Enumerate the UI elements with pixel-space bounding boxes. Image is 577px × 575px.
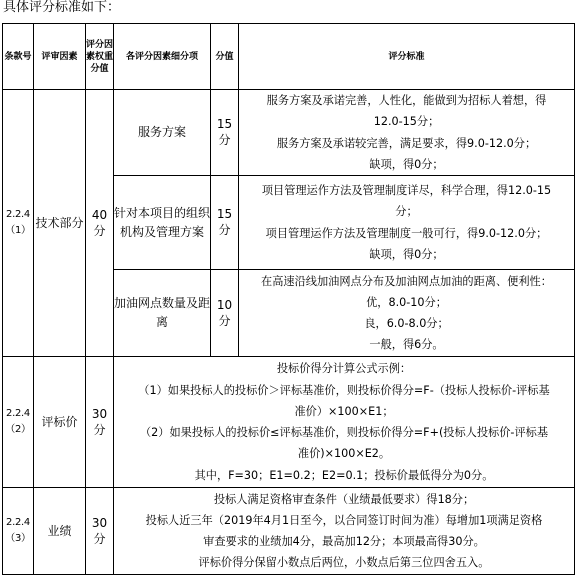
criteria-cell: [239, 90, 575, 176]
price-criteria-cell: [114, 357, 575, 488]
criteria-line: 12.0-15分；: [373, 115, 440, 129]
criteria-cell: [239, 176, 575, 270]
performance-factor: 业绩: [34, 488, 86, 575]
performance-criteria-cell: [114, 488, 575, 575]
criteria-line: 投标价得分计算公式示例：: [276, 362, 412, 376]
criteria-line: （1）如果投标人的投标价＞评标基准价，则投标价得分=F-（投标人投标价-评标基: [138, 383, 550, 397]
scoring-table: [2, 23, 575, 575]
criteria-line: 投标人近三年（2019年4月1日至今，以合同签订时间为准）每增加1项满足资格: [145, 513, 543, 527]
criteria-line: 优，8.0-10分；: [366, 295, 447, 309]
criteria-line: 服务方案及承诺完善，人性化，能做到为招标人着想，得: [266, 94, 547, 107]
criteria-line: 良，6.0-8.0分；: [364, 317, 449, 331]
criteria-line: 项目管理运作方法及管理制度一般可行，得9.0-12.0分；: [265, 226, 548, 240]
criteria-line: 一般，得6分。: [369, 338, 444, 352]
performance-weight: 30分: [86, 488, 114, 575]
sub-factor-score: 15分: [211, 176, 239, 270]
table-row: [3, 357, 575, 488]
header-weight: 评分因素权重分值: [86, 24, 114, 90]
criteria-line: 分；: [395, 205, 418, 219]
performance-clause: 2.2.4（3）: [3, 488, 34, 575]
sub-factor-score: 15分: [211, 90, 239, 176]
header-score: 分值: [211, 24, 239, 90]
sub-factor-score: 10分: [211, 270, 239, 357]
criteria-line: 服务方案及承诺较完善，满足要求，得9.0-12.0分；: [276, 136, 537, 150]
header-clause: 条款号: [3, 24, 34, 90]
criteria-line: 缺项，得0分；: [369, 157, 444, 171]
criteria-line: 准价)×100×E2。: [297, 447, 391, 461]
criteria-line: 准价）×100×E1；: [294, 404, 394, 418]
criteria-line: 其中，F=30；E1=0.2；E2=0.1；投标价最低得分为0分。: [194, 468, 494, 482]
sub-factor-name: 服务方案: [114, 90, 211, 176]
criteria-cell: [239, 270, 575, 357]
header-row: [3, 24, 575, 90]
criteria-line: 评标价得分保留小数点后两位，小数点后第三位四舍五入。: [198, 556, 490, 570]
price-weight: 30分: [86, 357, 114, 488]
table-row: [3, 90, 575, 176]
header-factor: 评审因素: [34, 24, 86, 90]
table-row: [3, 488, 575, 575]
technical-weight: 40分: [86, 90, 114, 357]
price-factor: 评标价: [34, 357, 86, 488]
intro-text: 具体评分标准如下：: [3, 0, 121, 15]
header-criteria: 评分标准: [239, 24, 575, 90]
criteria-line: 缺项，得0分；: [369, 247, 444, 261]
technical-clause: 2.2.4（1）: [3, 90, 34, 357]
criteria-line: 投标人满足资格审查条件（业绩最低要求）得18分；: [213, 492, 475, 506]
price-clause: 2.2.4（2）: [3, 357, 34, 488]
criteria-line: 在高速沿线加油网点分布及加油网点加油的距离、便利性：: [261, 274, 552, 288]
criteria-line: 项目管理运作方法及管理制度详尽，科学合理，得12.0-15: [261, 184, 552, 198]
criteria-line: （2）如果投标人的投标价≤评标基准价，则投标价得分=F+(投标人投标价-评标基: [139, 426, 549, 440]
criteria-line: 审查要求的业绩加4分，最高加12分；本项最高得30分。: [203, 535, 485, 549]
sub-factor-name: 加油网点数量及距离: [114, 270, 211, 357]
technical-factor: 技术部分: [34, 90, 86, 357]
sub-factor-name: 针对本项目的组织机构及管理方案: [114, 176, 211, 270]
header-sub-factor: 各评分因素细分项: [114, 24, 211, 90]
